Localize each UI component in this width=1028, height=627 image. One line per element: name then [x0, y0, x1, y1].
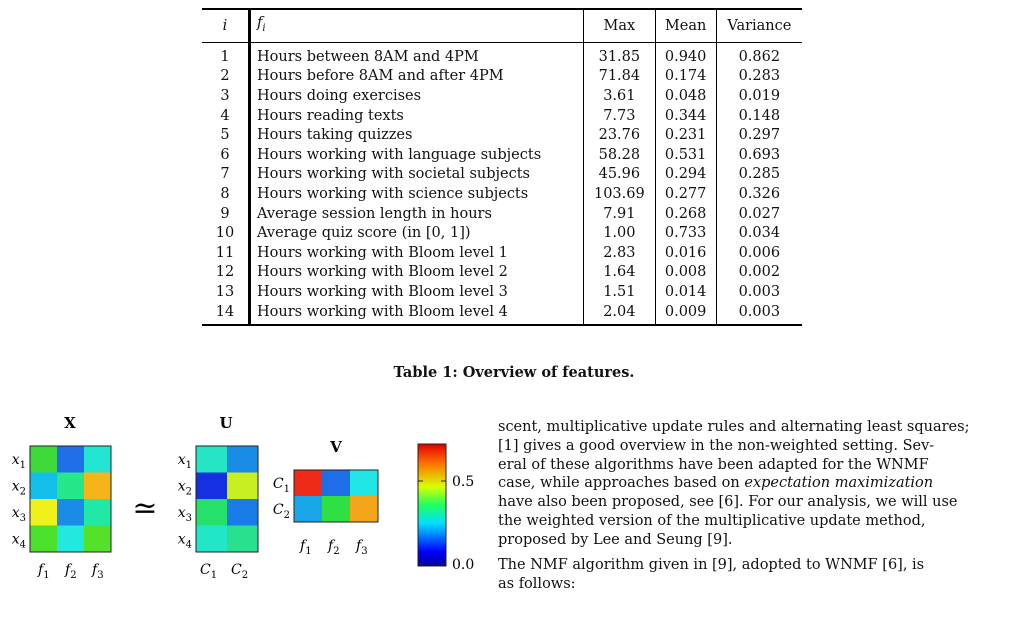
table-row: [202, 224, 802, 244]
table-row: [202, 205, 802, 225]
table-row: [202, 87, 802, 107]
matrix-v-cell: [350, 470, 378, 496]
table-row: [202, 244, 802, 264]
row-variance: 0.326: [738, 186, 781, 203]
header-mean: Mean: [655, 9, 716, 42]
row-variance: 0.019: [738, 88, 781, 105]
row-index: 10: [202, 224, 250, 244]
text-line: as follows:: [498, 575, 576, 592]
table-row: [202, 263, 802, 283]
row-mean: 0.048: [655, 87, 716, 107]
table-row: [202, 185, 802, 205]
row-feature: Hours working with Bloom level 1: [250, 244, 584, 264]
matrix-u-cell: [196, 526, 227, 553]
table-row: [202, 42, 802, 67]
emphasis: expectation maximization: [744, 475, 934, 492]
matrix-x-cell: [57, 499, 84, 526]
text-line: The NMF algorithm given in [9], adopted to WNMF [6], is: [498, 557, 925, 573]
matrix-u-cell: [196, 446, 227, 473]
row-index: 4: [202, 107, 250, 127]
matrix-x-cell: [30, 526, 57, 553]
header-feature: $f_i$: [250, 9, 584, 42]
matrix-u: [196, 446, 258, 552]
matrix-u-cell: [196, 473, 227, 500]
u-col-label: $C_2$: [231, 562, 249, 581]
header-i: i: [202, 9, 250, 42]
row-index: 8: [202, 185, 250, 205]
u-row-label: $x_4$: [177, 531, 192, 551]
text-line: case, while approaches based on expectation maximization: [498, 475, 934, 492]
row-index: 3: [202, 87, 250, 107]
matrix-x-cell: [84, 499, 111, 526]
row-variance: 0.034: [738, 225, 781, 242]
matrix-x-cell: [30, 473, 57, 500]
v-row-label: $C_2$: [272, 502, 290, 521]
row-mean: 0.231: [655, 126, 716, 146]
row-max: 7.91: [584, 205, 655, 225]
row-mean: 0.940: [655, 42, 716, 67]
row-index: 11: [202, 244, 250, 264]
table-row: [202, 67, 802, 87]
row-mean: 0.016: [655, 244, 716, 264]
table-row: [202, 303, 802, 326]
header-max: Max: [584, 9, 655, 42]
row-mean: 0.344: [655, 107, 716, 127]
table-row: [202, 283, 802, 303]
colorbar-tick-low: 0.0: [452, 557, 475, 573]
row-feature: Hours working with Bloom level 3: [250, 283, 584, 303]
body-paragraph-2: [498, 556, 1026, 594]
row-feature: Hours working with science subjects: [250, 185, 584, 205]
text-line: scent, multiplicative update rules and alternating least squares;: [498, 419, 970, 435]
row-variance: 0.002: [738, 264, 781, 281]
row-feature: Hours taking quizzes: [250, 126, 584, 146]
row-max: 3.61: [584, 87, 655, 107]
row-mean: 0.733: [655, 224, 716, 244]
row-index: 1: [202, 42, 250, 67]
u-row-label: $x_2$: [177, 478, 192, 498]
row-index: 12: [202, 263, 250, 283]
matrix-x-cell: [57, 526, 84, 553]
matrix-v: [294, 470, 378, 522]
row-max: 45.96: [584, 165, 655, 185]
matrix-v-cell: [350, 496, 378, 522]
table-row: [202, 126, 802, 146]
matrix-x-cell: [30, 446, 57, 473]
row-index: 6: [202, 146, 250, 166]
matrix-x-cell: [57, 473, 84, 500]
row-feature: Average quiz score (in [0, 1]): [250, 224, 584, 244]
row-variance: 0.006: [738, 244, 781, 261]
row-variance: 0.003: [738, 284, 781, 301]
table-row: [202, 146, 802, 166]
table-header-row: [202, 9, 802, 42]
matrix-v-cell: [294, 470, 322, 496]
matrix-v-cell: [322, 470, 350, 496]
matrix-x-cell: [84, 526, 111, 553]
x-col-label: $f_1$: [38, 562, 50, 581]
approx-symbol: ≃: [132, 491, 158, 526]
v-col-label: $f_1$: [300, 538, 312, 557]
nmf-figure: [0, 408, 490, 598]
row-max: 1.51: [584, 283, 655, 303]
matrix-v-cell: [322, 496, 350, 522]
row-variance: 0.003: [716, 303, 802, 326]
row-variance: 0.027: [738, 205, 781, 222]
row-index: 9: [202, 205, 250, 225]
matrix-v-title: V: [330, 438, 342, 456]
row-max: 58.28: [584, 146, 655, 166]
table-row: [202, 165, 802, 185]
row-index: 7: [202, 165, 250, 185]
row-max: 1.64: [584, 263, 655, 283]
row-feature: Hours doing exercises: [250, 87, 584, 107]
x-col-label: $f_3$: [92, 562, 104, 581]
row-variance: 0.297: [738, 127, 781, 144]
row-mean: 0.277: [655, 185, 716, 205]
row-variance: 0.285: [738, 166, 781, 183]
matrix-x-cell: [30, 499, 57, 526]
text-line: have also been proposed, see [6]. For our analysis, we will use: [498, 494, 958, 511]
text-line: eral of these algorithms have been adapted for the WNMF: [498, 456, 929, 473]
row-max: 1.00: [584, 224, 655, 244]
header-variance: Variance: [716, 9, 802, 42]
row-max: 7.73: [584, 107, 655, 127]
matrix-x-cell: [84, 473, 111, 500]
matrix-u-cell: [227, 446, 258, 473]
row-feature: Hours working with Bloom level 4: [250, 303, 584, 326]
matrix-u-cell: [196, 499, 227, 526]
u-row-label: $x_1$: [177, 452, 192, 471]
u-col-label: $C_1$: [200, 562, 218, 581]
row-mean: 0.174: [655, 67, 716, 87]
row-max: 71.84: [584, 67, 655, 87]
row-feature: Hours working with societal subjects: [250, 165, 584, 185]
matrix-x-cell: [84, 446, 111, 473]
v-row-label: $C_1$: [272, 476, 290, 495]
matrix-u-cell: [227, 526, 258, 553]
row-feature: Hours working with language subjects: [250, 146, 584, 166]
matrix-x-cell: [57, 446, 84, 473]
row-feature: Hours reading texts: [250, 107, 584, 127]
table-caption: Table 1: Overview of features.: [393, 364, 635, 381]
colorbar: [418, 444, 446, 566]
matrix-v-cell: [294, 496, 322, 522]
row-max: 23.76: [584, 126, 655, 146]
matrix-u-cell: [227, 499, 258, 526]
text-line: [1] gives a good overview in the non-weighted setting. Sev-: [498, 437, 935, 454]
row-feature: Hours before 8AM and after 4PM: [250, 67, 584, 87]
body-paragraph-1: [498, 418, 1026, 550]
matrix-x: [30, 446, 111, 552]
matrix-u-cell: [227, 473, 258, 500]
row-index: 14: [202, 303, 250, 326]
row-mean: 0.009: [655, 303, 716, 326]
row-variance: 0.693: [738, 146, 781, 163]
row-mean: 0.008: [655, 263, 716, 283]
text-line: the weighted version of the multiplicative update method,: [498, 512, 926, 529]
matrix-x-title: X: [64, 414, 76, 432]
row-max: 31.85: [584, 42, 655, 67]
row-max: 2.83: [584, 244, 655, 264]
row-mean: 0.268: [655, 205, 716, 225]
text-line: proposed by Lee and Seung [9].: [498, 531, 733, 548]
x-row-label: $x_4$: [11, 531, 26, 551]
row-feature: Average session length in hours: [250, 205, 584, 225]
x-row-label: $x_2$: [11, 478, 26, 498]
row-mean: 0.531: [655, 146, 716, 166]
v-col-label: $f_3$: [356, 538, 368, 557]
row-max: 2.04: [584, 303, 655, 326]
row-feature: Hours working with Bloom level 2: [250, 263, 584, 283]
row-max: 103.69: [584, 185, 655, 205]
row-mean: 0.294: [655, 165, 716, 185]
x-col-label: $f_2$: [65, 562, 77, 581]
x-row-label: $x_3$: [11, 505, 26, 524]
row-index: 2: [202, 67, 250, 87]
v-col-label: $f_2$: [328, 538, 340, 557]
row-feature: Hours between 8AM and 4PM: [250, 42, 584, 67]
row-variance: 0.148: [738, 107, 781, 124]
colorbar-tick-high: 0.5: [452, 474, 475, 490]
row-variance: 0.283: [738, 68, 781, 85]
row-mean: 0.014: [655, 283, 716, 303]
table-row: [202, 107, 802, 127]
row-index: 5: [202, 126, 250, 146]
features-table: [202, 8, 802, 326]
matrix-u-title: U: [219, 414, 233, 432]
u-row-label: $x_3$: [177, 505, 192, 524]
x-row-label: $x_1$: [11, 452, 26, 471]
row-variance: 0.862: [738, 48, 781, 65]
row-index: 13: [202, 283, 250, 303]
